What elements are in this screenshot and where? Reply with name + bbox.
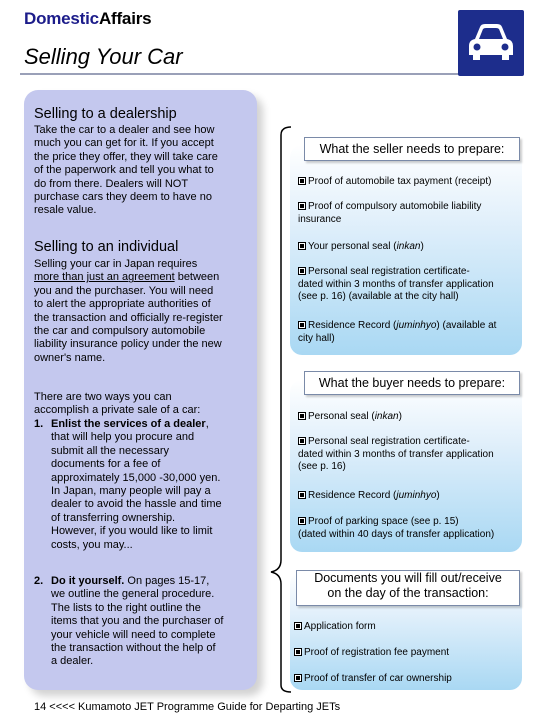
ways-text	[34, 391, 200, 418]
checkbox-bullet-icon	[294, 674, 302, 682]
underlined-phrase: more than just an agreement	[34, 271, 175, 284]
individual-heading: Selling to an individual	[34, 239, 179, 255]
option-2-line: The lists to the right outline the	[51, 601, 201, 614]
seller-heading: What the seller needs to prepare:	[304, 137, 520, 161]
buyer-heading: What the buyer needs to prepare:	[304, 371, 520, 395]
documents-heading-line: on the day of the transaction:	[327, 586, 489, 600]
buyer-item: Residence Record (juminhyo)	[298, 490, 440, 503]
page-footer: 14 <<<< Kumamoto JET Programme Guide for Departing JETs	[34, 701, 341, 713]
checkbox-bullet-icon	[298, 412, 306, 420]
seller-item: Your personal seal (inkan)	[298, 241, 424, 254]
individual-line: liability insurance policy under the new	[34, 338, 222, 351]
dealership-line: Take the car to a dealer and see how	[34, 124, 215, 136]
option-2-first-rest: On pages 15-17,	[124, 575, 210, 587]
seller-item: Proof of compulsory automobile liability insurance	[298, 201, 482, 225]
checkbox-bullet-icon	[294, 622, 302, 630]
checkbox-bullet-icon	[298, 517, 306, 525]
page-title: Selling Your Car	[24, 44, 183, 69]
individual-line: the transaction and officially re-register	[34, 311, 223, 324]
option-1-number: 1.	[34, 418, 44, 430]
option-1: 1. Enlist the services of a dealer, that will help you procure and submit all the necessary documents for a fee of approximately 15,000 -30,000 yen. In Japan, many people will pay a dealer to avoid the hassle and time of transferring ownership. However, if you would like to limit costs, you may...	[34, 418, 249, 552]
car-icon	[458, 10, 524, 76]
document-item: Proof of transfer of car ownership	[294, 673, 452, 686]
individual-line: you and the purchaser. You will need	[34, 284, 214, 297]
dealership-heading: Selling to a dealership	[34, 106, 177, 122]
buyer-item: Personal seal registration certificate- dated within 3 months of transfer application (see p. 16)	[298, 436, 494, 473]
documents-heading	[296, 570, 520, 606]
section-brand	[24, 9, 151, 29]
option-2-line: your vehicle will need to complete	[51, 628, 216, 641]
checkbox-bullet-icon	[298, 242, 306, 250]
documents-heading-line: Documents you will fill out/receive	[314, 571, 502, 585]
buyer-item: Personal seal (inkan)	[298, 411, 402, 424]
dealership-line: the price they offer, they will take care	[34, 150, 218, 163]
option-2-line: the transaction without the help of	[51, 642, 216, 655]
checkbox-bullet-icon	[298, 177, 306, 185]
individual-line: to alert the appropriate authorities of	[34, 298, 211, 311]
document-item: Application form	[294, 621, 376, 634]
option-1-line: dealer to avoid the hassle and time	[51, 498, 222, 511]
option-2-line: items that you and the purchaser of	[51, 615, 224, 628]
option-1-title: Enlist the services of a dealer	[51, 418, 206, 430]
checkbox-bullet-icon	[298, 202, 306, 210]
ways-line: There are two ways you can	[34, 391, 172, 403]
checkbox-bullet-icon	[298, 321, 306, 329]
dealership-line: much you can get for it. If you accept	[34, 137, 214, 150]
individual-line: Selling your car in Japan requires	[34, 258, 198, 270]
option-1-line: In Japan, many people will pay a	[51, 485, 211, 498]
document-item: Proof of registration fee payment	[294, 647, 449, 660]
option-1-line: approximately 15,000 -30,000 yen.	[51, 471, 221, 484]
option-1-line: submit all the necessary	[51, 444, 169, 457]
option-1-line: of transferring ownership.	[51, 511, 176, 524]
buyer-item: Proof of parking space (see p. 15) (dated within 40 days of transfer application)	[298, 516, 495, 540]
option-2-number: 2.	[34, 575, 44, 587]
individual-line-rest: between	[174, 271, 220, 284]
option-2-line: we outline the general procedure.	[51, 588, 215, 601]
dealership-line: do from there. Dealers will NOT	[34, 177, 189, 190]
individual-line: the car and compulsory automobile	[34, 325, 206, 338]
option-1-line: that will help you procure and	[51, 431, 195, 444]
brand-part2: Affairs	[98, 9, 152, 28]
seller-item: Personal seal registration certificate- dated within 3 months of transfer application (see p. 16) (available at the city hall)	[298, 266, 494, 303]
checkbox-bullet-icon	[298, 491, 306, 499]
checkbox-bullet-icon	[294, 648, 302, 656]
option-1-line: documents for a fee of	[51, 458, 161, 471]
dealership-line: of the paperwork and tell you what to	[34, 164, 214, 177]
option-1-lines	[51, 431, 249, 552]
brand-part1: Domestic	[24, 9, 99, 28]
checkbox-bullet-icon	[298, 437, 306, 445]
individual-rest	[34, 285, 223, 365]
ways-line: accomplish a private sale of a car:	[34, 404, 201, 417]
header-divider	[20, 73, 465, 75]
dealership-line: resale value.	[34, 204, 97, 217]
option-2-title: Do it yourself.	[51, 575, 125, 587]
individual-line	[34, 271, 223, 284]
dealership-text	[34, 124, 218, 218]
option-2-line: a dealer.	[51, 655, 94, 668]
option-1-line: However, if you would like to limit	[51, 525, 213, 538]
seller-item: Residence Record (juminhyo) (available at city hall)	[298, 320, 497, 344]
individual-line: owner's name.	[34, 351, 106, 364]
option-2-lines	[51, 588, 249, 668]
dealership-line: purchase cars they deem to have no	[34, 191, 212, 204]
individual-text	[34, 258, 223, 365]
seller-item: Proof of automobile tax payment (receipt)	[298, 176, 491, 189]
option-1-line: costs, you may...	[51, 538, 133, 551]
checkbox-bullet-icon	[298, 267, 306, 275]
option-2	[34, 575, 249, 669]
page-header	[0, 0, 540, 80]
